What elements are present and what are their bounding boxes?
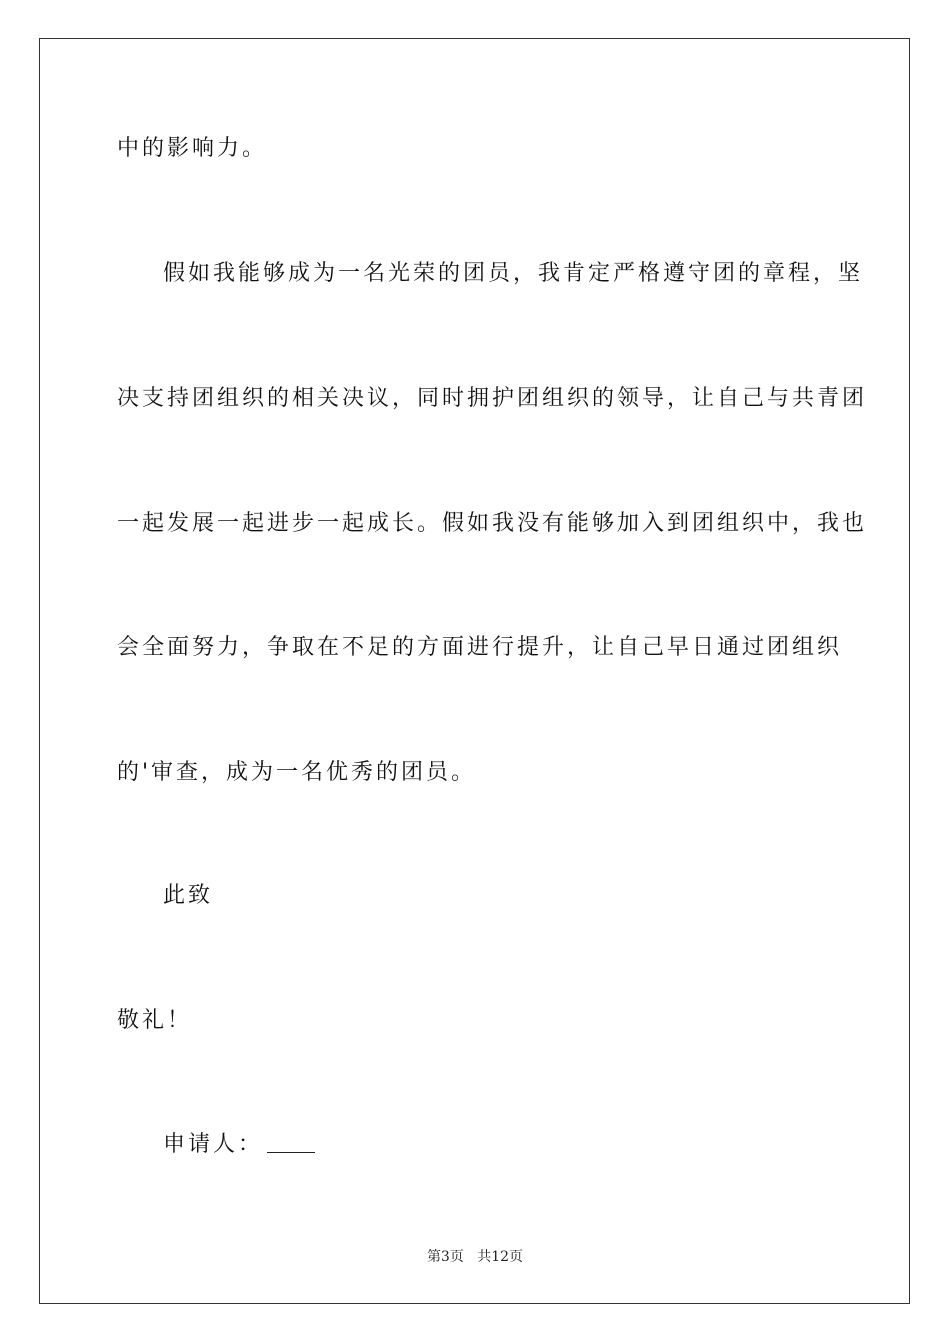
page-total: 共12页 [477, 1249, 524, 1265]
body-line-5: 会全面努力，争取在不足的方面进行提升，让自己早日通过团组织 [117, 635, 843, 660]
body-line-4: 一起发展一起进步一起成长。假如我没有能够加入到团组织中，我也 [117, 511, 868, 536]
closing-regards: 敬礼！ [117, 1008, 193, 1033]
body-line-3: 决支持团组织的相关决议，同时拥护团组织的领导，让自己与共青团 [117, 386, 868, 411]
page-number: 第3页 [426, 1249, 464, 1265]
page-footer [0, 1246, 950, 1266]
applicant-line [163, 1130, 879, 1160]
body-line-6: 的'审查，成为一名优秀的团员。 [117, 760, 477, 785]
signature-blank [267, 1132, 315, 1153]
closing-salutation: 此致 [163, 883, 214, 908]
body-line-1: 中的影响力。 [117, 136, 268, 161]
page-frame [39, 38, 910, 1304]
body-line-2: 假如我能够成为一名光荣的团员，我肯定严格遵守团的章程，坚 [163, 261, 864, 286]
applicant-label: 申请人： [163, 1132, 264, 1157]
